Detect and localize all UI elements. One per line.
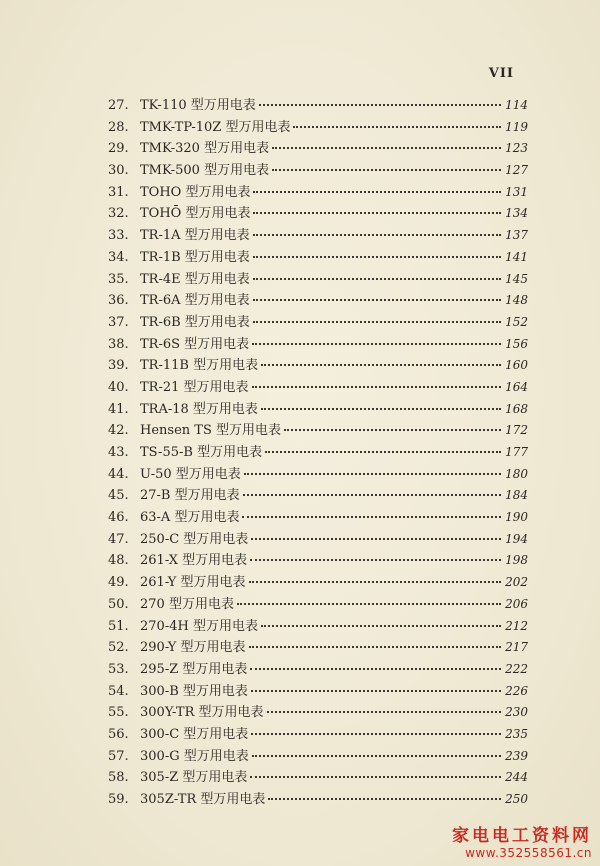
toc-entry bbox=[108, 202, 528, 224]
entry-title: TR-21 型万用电表 bbox=[140, 379, 249, 395]
entry-page: 206 bbox=[505, 596, 528, 611]
entry-page: 152 bbox=[505, 314, 528, 329]
entry-title: 250-C 型万用电表 bbox=[140, 531, 249, 547]
dot-leader bbox=[265, 451, 501, 453]
entry-number: 52. bbox=[108, 640, 129, 656]
entry-number: 27. bbox=[108, 98, 129, 113]
entry-page: 148 bbox=[505, 293, 528, 308]
entry-number: 44. bbox=[108, 466, 129, 482]
dot-leader bbox=[284, 429, 501, 431]
toc-entry bbox=[108, 137, 528, 159]
watermark bbox=[452, 821, 592, 860]
entry-title: TMK-320 型万用电表 bbox=[140, 141, 270, 157]
entry-page: 212 bbox=[505, 618, 528, 633]
dot-leader bbox=[261, 364, 501, 366]
entry-title: U-50 型万用电表 bbox=[140, 466, 241, 482]
entry-title: 270-4H 型万用电表 bbox=[140, 618, 258, 634]
dot-leader bbox=[251, 538, 501, 540]
toc-entry bbox=[108, 159, 528, 181]
entry-title: TOHO 型万用电表 bbox=[140, 184, 251, 200]
entry-page: 119 bbox=[505, 119, 528, 134]
dot-leader bbox=[251, 733, 501, 735]
toc-entry bbox=[108, 224, 528, 246]
entry-number: 47. bbox=[108, 531, 129, 547]
entry-title: TK-110 型万用电表 bbox=[140, 98, 256, 113]
dot-leader bbox=[242, 516, 501, 518]
dot-leader bbox=[272, 169, 501, 171]
entry-number: 31. bbox=[108, 184, 129, 200]
page-number: VII bbox=[488, 66, 514, 81]
entry-number: 54. bbox=[108, 683, 129, 699]
toc-entry bbox=[108, 354, 528, 376]
entry-title: 305-Z 型万用电表 bbox=[140, 770, 248, 786]
entry-page: 134 bbox=[505, 206, 528, 221]
dot-leader bbox=[293, 126, 501, 128]
entry-title: 300Y-TR 型万用电表 bbox=[140, 705, 264, 721]
toc-entry bbox=[108, 766, 528, 788]
entry-title: TRA-18 型万用电表 bbox=[140, 401, 258, 417]
dot-leader bbox=[251, 690, 501, 692]
entry-page: 156 bbox=[505, 336, 528, 351]
entry-number: 33. bbox=[108, 228, 129, 244]
entry-title: 300-G 型万用电表 bbox=[140, 748, 249, 764]
watermark-name: 家电电工资料网 bbox=[452, 826, 592, 846]
dot-leader bbox=[250, 559, 501, 561]
entry-page: 114 bbox=[505, 98, 528, 112]
toc-entry bbox=[108, 636, 528, 658]
entry-title: 270 型万用电表 bbox=[140, 596, 234, 612]
entry-page: 145 bbox=[505, 271, 528, 286]
entry-number: 32. bbox=[108, 206, 129, 222]
entry-title: 290-Y 型万用电表 bbox=[140, 640, 246, 656]
toc-entry bbox=[108, 658, 528, 680]
dot-leader bbox=[252, 386, 501, 388]
toc-entry bbox=[108, 246, 528, 268]
toc-entry bbox=[108, 398, 528, 420]
entry-page: 168 bbox=[505, 401, 528, 416]
toc-entry bbox=[108, 376, 528, 398]
toc-entry bbox=[108, 419, 528, 441]
entry-title: TMK-TP-10Z 型万用电表 bbox=[140, 119, 291, 135]
entry-page: 194 bbox=[505, 531, 528, 546]
toc-entry bbox=[108, 116, 528, 138]
entry-page: 230 bbox=[505, 705, 528, 720]
entry-title: TR-11B 型万用电表 bbox=[140, 358, 259, 374]
toc-entry bbox=[108, 333, 528, 355]
entry-page: 202 bbox=[505, 575, 528, 590]
dot-leader bbox=[244, 473, 501, 475]
entry-page: 244 bbox=[505, 770, 528, 785]
entry-page: 137 bbox=[505, 228, 528, 243]
dot-leader bbox=[249, 581, 502, 583]
toc-entry bbox=[108, 463, 528, 485]
toc-entry bbox=[108, 615, 528, 637]
entry-page: 226 bbox=[505, 683, 528, 698]
toc-entry bbox=[108, 484, 528, 506]
toc-entry bbox=[108, 788, 528, 810]
toc-entry bbox=[108, 181, 528, 203]
entry-page: 217 bbox=[505, 640, 528, 655]
toc-entry bbox=[108, 506, 528, 528]
entry-number: 45. bbox=[108, 488, 129, 504]
entry-number: 53. bbox=[108, 661, 129, 677]
entry-number: 30. bbox=[108, 163, 129, 179]
entry-page: 250 bbox=[505, 792, 528, 806]
entry-title: 295-Z 型万用电表 bbox=[140, 661, 248, 677]
entry-title: TMK-500 型万用电表 bbox=[140, 163, 270, 179]
dot-leader bbox=[253, 321, 501, 323]
entry-title: 27-B 型万用电表 bbox=[140, 488, 240, 504]
entry-title: 305Z-TR 型万用电表 bbox=[140, 792, 266, 807]
entry-number: 41. bbox=[108, 401, 129, 417]
entry-number: 35. bbox=[108, 271, 129, 287]
dot-leader bbox=[259, 104, 501, 106]
entry-page: 222 bbox=[505, 661, 528, 676]
dot-leader bbox=[253, 299, 501, 301]
entry-number: 49. bbox=[108, 575, 129, 591]
entry-page: 127 bbox=[505, 163, 528, 178]
entry-number: 42. bbox=[108, 423, 129, 439]
entry-title: TS-55-B 型万用电表 bbox=[140, 445, 263, 460]
toc-entry bbox=[108, 745, 528, 767]
entry-title: 261-X 型万用电表 bbox=[140, 553, 248, 569]
entry-page: 164 bbox=[505, 379, 528, 394]
entry-title: TR-6S 型万用电表 bbox=[140, 336, 250, 352]
toc-entry bbox=[108, 289, 528, 311]
entry-title: TR-1B 型万用电表 bbox=[140, 249, 250, 265]
entry-number: 46. bbox=[108, 510, 129, 526]
toc-entry bbox=[108, 723, 528, 745]
entry-number: 50. bbox=[108, 596, 129, 612]
dot-leader bbox=[252, 755, 501, 757]
toc-entry bbox=[108, 94, 528, 116]
entry-page: 184 bbox=[505, 488, 528, 503]
dot-leader bbox=[261, 625, 501, 627]
entry-number: 57. bbox=[108, 748, 129, 764]
toc-entry bbox=[108, 311, 528, 333]
entry-page: 239 bbox=[505, 748, 528, 763]
dot-leader bbox=[243, 494, 501, 496]
dot-leader bbox=[249, 646, 502, 648]
toc-entry bbox=[108, 701, 528, 723]
dot-leader bbox=[267, 711, 502, 713]
entry-title: 300-B 型万用电表 bbox=[140, 683, 248, 699]
entry-number: 36. bbox=[108, 293, 129, 309]
toc-entry bbox=[108, 571, 528, 593]
dot-leader bbox=[253, 212, 501, 214]
entry-page: 180 bbox=[505, 466, 528, 481]
entry-number: 48. bbox=[108, 553, 129, 569]
toc-entry bbox=[108, 680, 528, 702]
dot-leader bbox=[253, 256, 501, 258]
entry-title: TR-1A 型万用电表 bbox=[140, 228, 250, 244]
entry-page: 123 bbox=[505, 141, 528, 156]
dot-leader bbox=[253, 278, 501, 280]
toc-entry bbox=[108, 528, 528, 550]
entry-number: 58. bbox=[108, 770, 129, 786]
entry-title: TR-6B 型万用电表 bbox=[140, 314, 250, 330]
dot-leader bbox=[268, 798, 501, 800]
entry-title: TR-6A 型万用电表 bbox=[140, 293, 250, 309]
entry-page: 160 bbox=[505, 358, 528, 373]
entry-title: 300-C 型万用电表 bbox=[140, 726, 249, 742]
table-of-contents bbox=[108, 94, 528, 810]
entry-number: 28. bbox=[108, 119, 129, 135]
entry-number: 55. bbox=[108, 705, 129, 721]
entry-number: 59. bbox=[108, 792, 129, 807]
dot-leader bbox=[253, 191, 501, 193]
entry-page: 190 bbox=[505, 510, 528, 525]
entry-title: TR-4E 型万用电表 bbox=[140, 271, 250, 287]
dot-leader bbox=[237, 603, 501, 605]
dot-leader bbox=[261, 408, 501, 410]
entry-number: 56. bbox=[108, 726, 129, 742]
dot-leader bbox=[272, 147, 501, 149]
dot-leader bbox=[250, 776, 501, 778]
entry-page: 131 bbox=[505, 184, 528, 199]
entry-title: TOHŌ 型万用电表 bbox=[140, 206, 251, 222]
entry-page: 235 bbox=[505, 726, 528, 741]
toc-entry bbox=[108, 441, 528, 463]
entry-number: 38. bbox=[108, 336, 129, 352]
entry-number: 34. bbox=[108, 249, 129, 265]
entry-number: 29. bbox=[108, 141, 129, 157]
entry-title: 63-A 型万用电表 bbox=[140, 510, 240, 526]
entry-page: 198 bbox=[505, 553, 528, 568]
entry-number: 43. bbox=[108, 445, 129, 460]
entry-number: 39. bbox=[108, 358, 129, 374]
toc-entry bbox=[108, 268, 528, 290]
entry-number: 37. bbox=[108, 314, 129, 330]
dot-leader bbox=[250, 668, 501, 670]
dot-leader bbox=[253, 234, 501, 236]
entry-page: 177 bbox=[505, 445, 528, 459]
dot-leader bbox=[252, 343, 501, 345]
watermark-url: www.352558561.cn bbox=[465, 846, 592, 860]
toc-entry bbox=[108, 593, 528, 615]
entry-number: 40. bbox=[108, 379, 129, 395]
entry-title: 261-Y 型万用电表 bbox=[140, 575, 246, 591]
entry-page: 172 bbox=[505, 423, 528, 438]
entry-page: 141 bbox=[505, 249, 528, 264]
entry-title: Hensen TS 型万用电表 bbox=[140, 423, 281, 439]
toc-entry bbox=[108, 549, 528, 571]
entry-number: 51. bbox=[108, 618, 129, 634]
